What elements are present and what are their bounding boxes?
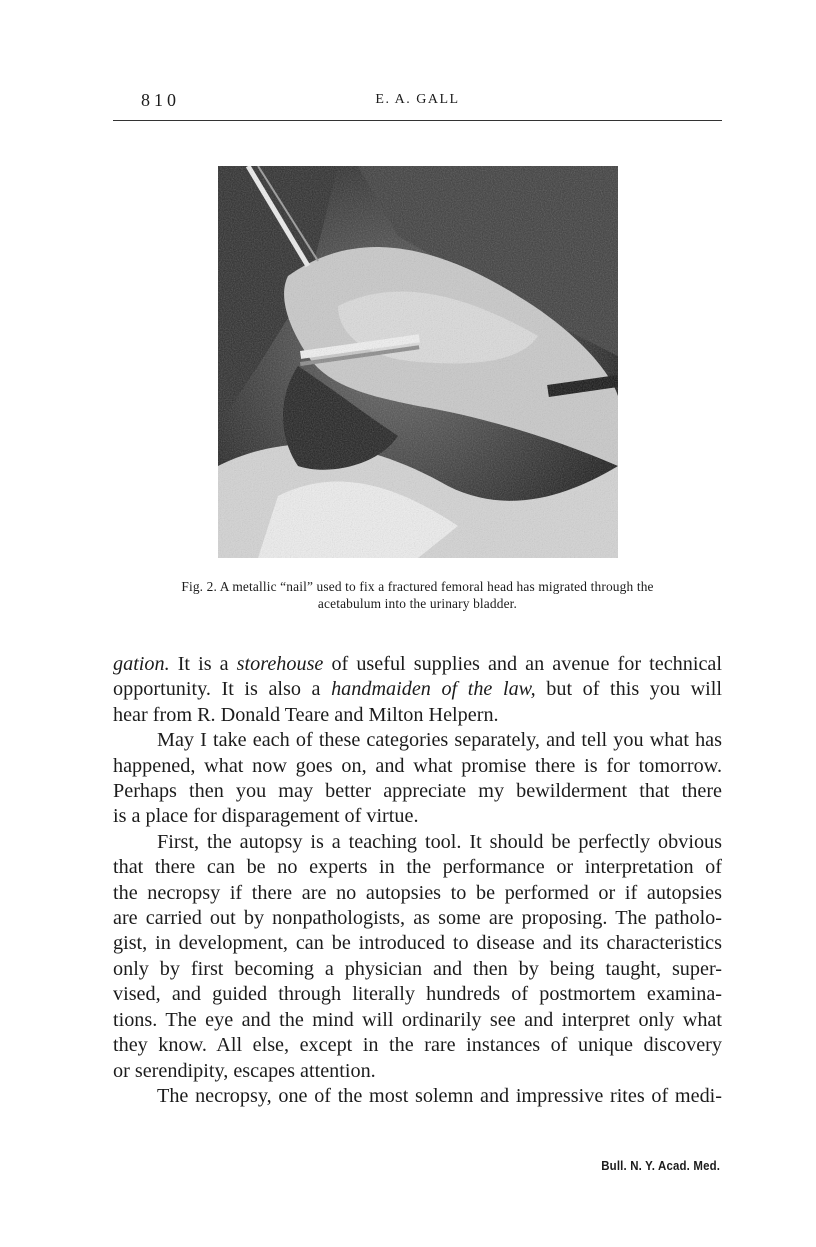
paragraph-line: or serendipity, escapes attention. bbox=[113, 1059, 376, 1082]
paragraph-line: May I take each of these categories separately, and tell you what has bbox=[157, 729, 722, 752]
caption-line: acetabulum into the urinary bladder. bbox=[317, 596, 518, 611]
paragraph-line: hear from R. Donald Teare and Milton Helpern. bbox=[113, 703, 499, 726]
page-header bbox=[113, 90, 722, 120]
page-number: 810 bbox=[141, 90, 180, 110]
paragraph-line: The necropsy, one of the most solemn and impressive rites of medi- bbox=[157, 1084, 722, 1107]
journal-footer: Bull. N. Y. Acad. Med. bbox=[601, 1158, 720, 1173]
body-text bbox=[113, 652, 722, 1109]
paragraph-line: tions. The eye and the mind will ordinarily see and interpret only what bbox=[113, 1008, 722, 1031]
figure-photograph bbox=[218, 166, 618, 558]
paragraph-line: the necropsy if there are no autopsies to be performed or if autopsies bbox=[113, 881, 722, 904]
italic-word: gation. bbox=[113, 653, 170, 675]
italic-phrase: handmaiden of the law, bbox=[331, 678, 536, 701]
paragraph-line: gist, in development, can be introduced to disease and its characteristics bbox=[113, 932, 722, 955]
figure-caption bbox=[113, 578, 722, 612]
italic-word: storehouse bbox=[236, 653, 324, 675]
paragraph-line: is a place for disparagement of virtue. bbox=[113, 805, 419, 828]
header-rule bbox=[113, 120, 722, 121]
paragraph-line: happened, what now goes on, and what promise there is for tomorrow. bbox=[113, 754, 722, 777]
paragraph-line: are carried out by nonpathologists, as some are proposing. The patholo- bbox=[113, 907, 722, 930]
paragraph-line: that there can be no experts in the performance or interpretation of bbox=[113, 856, 722, 879]
caption-line: Fig. 2. A metallic “nail” used to fix a fractured femoral head has migrated through the bbox=[181, 579, 654, 594]
paragraph-line: opportunity. It is also a handmaiden of the law, but of this you will bbox=[113, 678, 723, 701]
paragraph-line: gation. It is a storehouse of useful supplies and an avenue for technical bbox=[113, 653, 722, 675]
paragraph-line: vised, and guided through literally hundreds of postmortem examina- bbox=[113, 983, 722, 1006]
surgical-photo bbox=[218, 166, 618, 558]
paragraph-line: only by first becoming a physician and then by being taught, super- bbox=[113, 957, 722, 980]
running-head: E. A. GALL bbox=[375, 92, 460, 107]
paragraph-line: they know. All else, except in the rare instances of unique discovery bbox=[113, 1034, 722, 1057]
paragraph-line: Perhaps then you may better appreciate my bewilderment that there bbox=[113, 780, 722, 803]
paragraph-line: First, the autopsy is a teaching tool. It should be perfectly obvious bbox=[157, 830, 722, 853]
